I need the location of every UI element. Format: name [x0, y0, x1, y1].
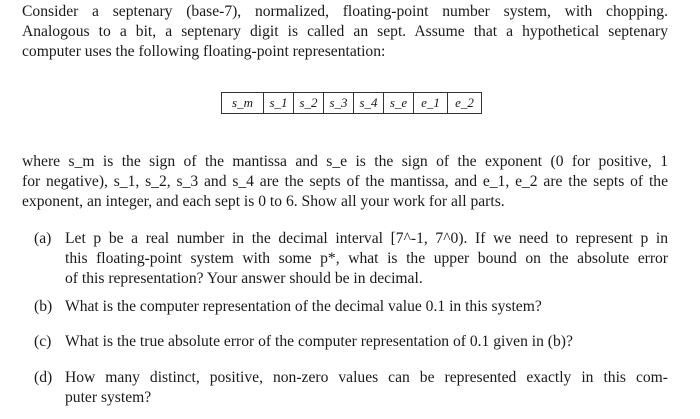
format-cell-sept-4: s_4 [354, 93, 384, 113]
question-label: (a) [34, 230, 52, 247]
description-line: where s_m is the sign of the mantissa and s_e is the sign of the exponent (0 for positive, 1 [22, 153, 668, 170]
intro-line: computer uses the following floating-point representation: [22, 43, 386, 60]
floating-point-format-diagram [221, 92, 482, 114]
question-text [65, 332, 668, 352]
description-line: exponent, an integer, and each sept is 0 to 6. Show all your work for all parts. [22, 193, 505, 210]
question-text [65, 297, 668, 317]
question-text [65, 229, 668, 289]
description-paragraph [22, 152, 668, 212]
question-line: How many distinct, positive, non-zero values can be represented exactly in this com- [65, 369, 668, 386]
question-text [65, 368, 668, 408]
intro-line: Consider a septenary (base-7), normalized, floating-point number system, with chopping. [22, 3, 668, 20]
question-line: this floating-point system with some p*, what is the upper bound on the absolute error [65, 250, 668, 267]
question-label: (d) [34, 369, 53, 386]
format-cell-sept-2: s_2 [294, 93, 324, 113]
question-line: What is the true absolute error of the computer representation of 0.1 given in (b)? [65, 333, 573, 350]
question-line: Let p be a real number in the decimal interval [7^-1, 7^0). If we need to represent p in [65, 230, 668, 247]
format-cell-sign-mantissa: s_m [222, 93, 264, 113]
intro-line: Analogous to a bit, a septenary digit is called an sept. Assume that a hypothetical septenary [22, 23, 668, 40]
question-label: (b) [34, 298, 53, 315]
description-line: for negative), s_1, s_2, s_3 and s_4 are the septs of the mantissa, and e_1, e_2 are the septs of the [22, 173, 668, 190]
question-label: (c) [34, 333, 52, 350]
format-cell-sign-exponent: s_e [384, 93, 414, 113]
question-line: What is the computer representation of the decimal value 0.1 in this system? [65, 298, 542, 315]
intro-paragraph [22, 2, 668, 62]
format-cell-sept-3: s_3 [324, 93, 354, 113]
question-line: puter system? [65, 389, 152, 406]
format-cell-exponent-1: e_1 [414, 93, 448, 113]
format-cell-exponent-2: e_2 [455, 95, 474, 110]
question-line: of this representation? Your answer should be in decimal. [65, 270, 423, 287]
format-cell-sept-1: s_1 [264, 93, 294, 113]
